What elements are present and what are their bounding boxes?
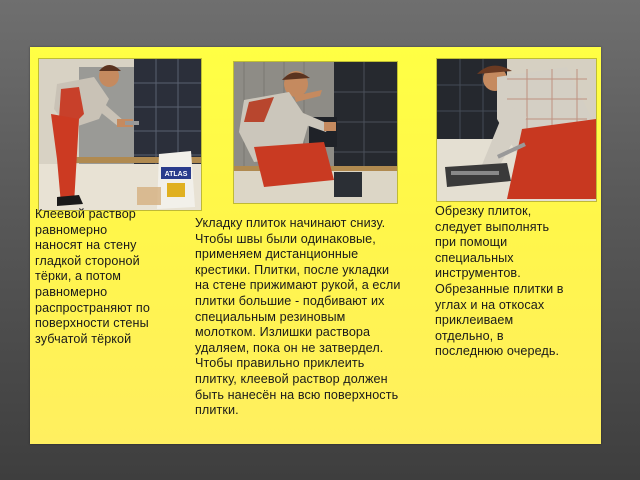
caption-line: равномерно bbox=[35, 284, 108, 299]
worker-laying-tiles-photo bbox=[233, 61, 398, 204]
caption-line: быть нанесён на всю поверхность bbox=[195, 387, 399, 402]
caption-line: наносят на стену bbox=[35, 238, 137, 253]
caption-line: при помощи bbox=[435, 235, 508, 250]
caption-line: на стене прижимают рукой, а если bbox=[195, 278, 401, 293]
caption-line: специальных bbox=[435, 250, 514, 265]
caption-line: плитки. bbox=[195, 403, 239, 418]
caption-line: Обрезку плиток, bbox=[435, 204, 532, 218]
caption-line: инструментов. bbox=[435, 266, 521, 281]
caption-line: поверхности стены bbox=[35, 316, 149, 331]
caption-line: удаляем, пока он не затвердел. bbox=[195, 340, 384, 355]
caption-line: тёрки, а потом bbox=[35, 269, 122, 284]
caption-line: молотком. Излишки раствора bbox=[195, 325, 371, 340]
caption-line: Клеевой раствор bbox=[35, 207, 136, 221]
caption-line: зубчатой тёркой bbox=[35, 331, 132, 346]
caption-line: плитки большие - подбивают их bbox=[195, 293, 385, 308]
caption-line: Чтобы швы были одинаковые, bbox=[195, 231, 376, 246]
caption-laying-tiles bbox=[195, 216, 445, 419]
worker-cutting-tiles-photo bbox=[436, 58, 597, 202]
caption-line: гладкой стороной bbox=[35, 253, 140, 268]
slide bbox=[30, 47, 601, 444]
caption-line: равномерно bbox=[35, 222, 108, 237]
caption-line: Чтобы правильно приклеить bbox=[195, 356, 365, 371]
caption-line: специальным резиновым bbox=[195, 309, 346, 324]
caption-line: плитку, клеевой раствор должен bbox=[195, 371, 388, 386]
bag-logo: ATLAS bbox=[164, 171, 188, 178]
caption-cutting-tiles bbox=[435, 204, 600, 360]
caption-line: Обрезанные плитки в bbox=[435, 281, 564, 296]
caption-line: применяем дистанционные bbox=[195, 247, 359, 262]
caption-line: последнюю очередь. bbox=[435, 344, 560, 359]
caption-line: распространяют по bbox=[35, 300, 150, 315]
caption-line: следует выполнять bbox=[435, 219, 550, 234]
caption-line: приклеиваем bbox=[435, 313, 514, 328]
worker-applying-adhesive-photo bbox=[38, 58, 202, 211]
caption-applying-adhesive bbox=[35, 207, 185, 347]
caption-line: углах и на откосах bbox=[435, 297, 545, 312]
caption-line: крестики. Плитки, после укладки bbox=[195, 262, 390, 277]
caption-line: отдельно, в bbox=[435, 328, 504, 343]
caption-line: Укладку плиток начинают снизу. bbox=[195, 216, 386, 230]
